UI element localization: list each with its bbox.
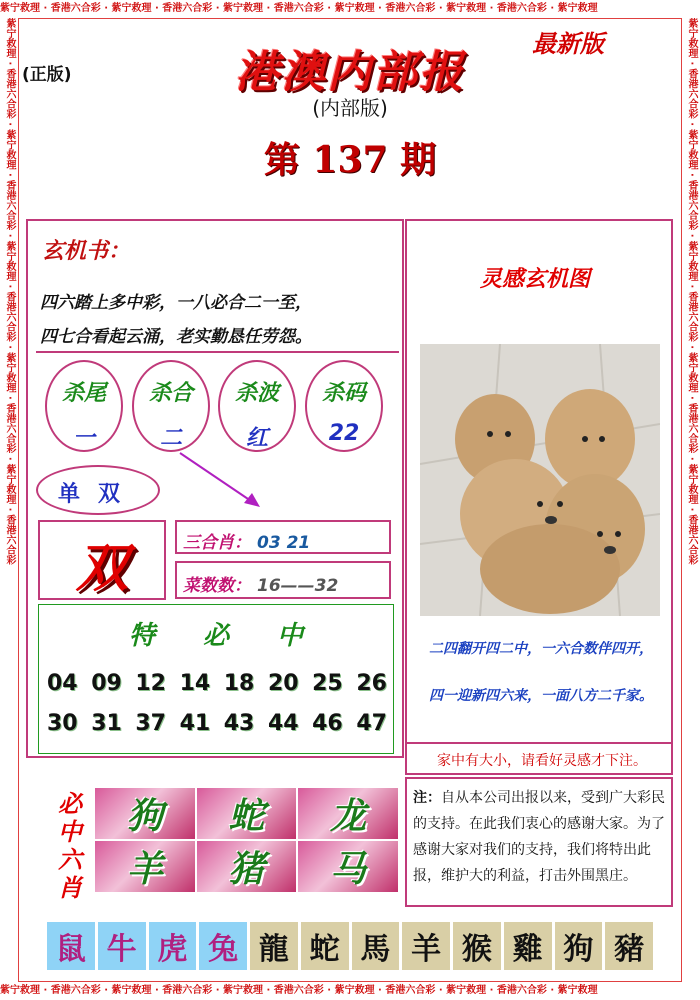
- page-subtitle: (内部版): [312, 96, 388, 120]
- caima-box: [175, 561, 391, 599]
- oval-label: 杀码: [321, 381, 366, 406]
- special-title: 特 必 中: [128, 621, 304, 651]
- zodiac-cell: 蛇: [197, 788, 297, 839]
- zodiac-tile: 狗: [555, 922, 603, 970]
- number: 46: [312, 711, 343, 736]
- hint-text: 家中有大小，请看好灵感才下注。: [437, 753, 647, 769]
- zodiac-tile: 牛: [98, 922, 146, 970]
- xuanji-title: 玄机书：: [42, 239, 131, 264]
- zodiac-tile: 豬: [605, 922, 653, 970]
- zodiac-tile: 羊: [402, 922, 450, 970]
- even-big-text: 双: [75, 539, 128, 599]
- number: 12: [135, 671, 166, 696]
- frame-right-strip: 紫宁救理 · 香港六合彩 · 紫宁救理 · 香港六合彩 · 紫宁救理 · 香港六合彩 · 紫宁救理 · 香港六合彩 · 紫宁救理 · 香港六合彩: [686, 18, 697, 565]
- notice-text: 注：自从本公司出报以来，受到广大彩民的支持。在此我们衷心的感谢大家。为了感谢大家对我们的支持，我们将特出此报，维护大的利益，打击外围黑庄。: [413, 790, 665, 884]
- sanhe-value: 03 21: [257, 533, 311, 553]
- edition-label: (正版): [22, 65, 72, 85]
- number: 44: [267, 711, 299, 736]
- odd-even-text: 单双: [57, 482, 138, 507]
- sanhe-label: 三合肖：: [183, 533, 251, 553]
- number: 37: [135, 711, 166, 736]
- number: 04: [47, 671, 78, 696]
- oval-label: 杀合: [148, 381, 193, 406]
- oval-kill-number: [305, 360, 383, 452]
- verse-line-1: 二四翻开四二中，一六合数伴四开，: [429, 641, 653, 657]
- zodiac-tile: 猴: [453, 922, 501, 970]
- page-title: 港澳内部报: [235, 47, 465, 98]
- verse-line-2: 四一迎新四六来，一面八方二千家。: [429, 688, 653, 704]
- oval-value: 红: [245, 426, 268, 451]
- number: 47: [356, 711, 387, 736]
- oval-label: 杀尾: [61, 381, 106, 406]
- zodiac-cell: 马: [298, 841, 398, 892]
- oval-value: 一: [72, 426, 95, 451]
- zodiac-tile: 龍: [250, 922, 298, 970]
- zodiac-tile: 雞: [504, 922, 552, 970]
- number: 25: [312, 671, 343, 696]
- must-win-six-label: 必中六肖: [58, 790, 82, 902]
- number: 43: [223, 711, 255, 736]
- oval-kill-wave: [218, 360, 296, 452]
- zodiac-tile: 鼠: [47, 922, 95, 970]
- oval-value: 22: [328, 421, 360, 446]
- oval-label: 杀波: [234, 381, 279, 406]
- zodiac-cell: 猪: [197, 841, 297, 892]
- xuanji-line-2: 四七合看起云涌，老实勤恳任劳怨。: [40, 327, 312, 347]
- xuanji-line-1: 四六踏上多中彩，一八必合二一至，: [40, 293, 312, 313]
- number: 20: [267, 671, 299, 696]
- zodiac-tile: 兔: [199, 922, 247, 970]
- zodiac-cell: 狗: [95, 788, 195, 839]
- caima-value: 16——32: [257, 576, 339, 596]
- latest-version-label: 最新版: [532, 30, 604, 58]
- xuanji-divider: [36, 351, 399, 353]
- notice-box: [405, 777, 673, 907]
- number-row-1: [47, 671, 387, 696]
- number: 30: [47, 711, 78, 736]
- frame-bottom-strip: 紫宁救理 · 香港六合彩 · 紫宁救理 · 香港六合彩 · 紫宁救理 · 香港六合彩 · 紫宁救理 · 香港六合彩 · 紫宁救理 · 香港六合彩 · 紫宁救理: [0, 985, 598, 996]
- arrow-icon: [170, 445, 270, 515]
- frame-left-strip: 紫宁救理 · 香港六合彩 · 紫宁救理 · 香港六合彩 · 紫宁救理 · 香港六合彩 · 紫宁救理 · 香港六合彩 · 紫宁救理 · 香港六合彩: [4, 18, 15, 565]
- odd-even-oval: [36, 465, 160, 515]
- number-row-2: [47, 711, 387, 736]
- number: 31: [91, 711, 122, 736]
- number: 09: [91, 671, 122, 696]
- zodiac-cell: 羊: [95, 841, 195, 892]
- zodiac-bar: [47, 922, 653, 970]
- number: 26: [356, 671, 387, 696]
- right-divider: [407, 742, 671, 744]
- issue-number: 第 137 期: [263, 139, 437, 181]
- even-box: [38, 520, 166, 600]
- special-numbers-box: [38, 604, 394, 754]
- caima-label: 菜数数：: [183, 576, 251, 596]
- zodiac-cell: 龙: [298, 788, 398, 839]
- oval-value: 二: [159, 426, 182, 451]
- number: 41: [179, 711, 211, 736]
- inspiration-title: 灵感玄机图: [479, 267, 590, 292]
- oval-kill-combo: [132, 360, 210, 452]
- oval-kill-tail: [45, 360, 123, 452]
- zodiac-tile: 馬: [352, 922, 400, 970]
- frame-top-strip: 紫宁救理 · 香港六合彩 · 紫宁救理 · 香港六合彩 · 紫宁救理 · 香港六合彩 · 紫宁救理 · 香港六合彩 · 紫宁救理 · 香港六合彩 · 紫宁救理: [0, 3, 598, 14]
- zodiac-tile: 虎: [149, 922, 197, 970]
- number: 18: [223, 671, 255, 696]
- six-zodiac-grid: [95, 788, 398, 892]
- number: 14: [179, 671, 211, 696]
- zodiac-tile: 蛇: [301, 922, 349, 970]
- puppies-photo: [420, 344, 660, 616]
- sanhe-box: [175, 520, 391, 554]
